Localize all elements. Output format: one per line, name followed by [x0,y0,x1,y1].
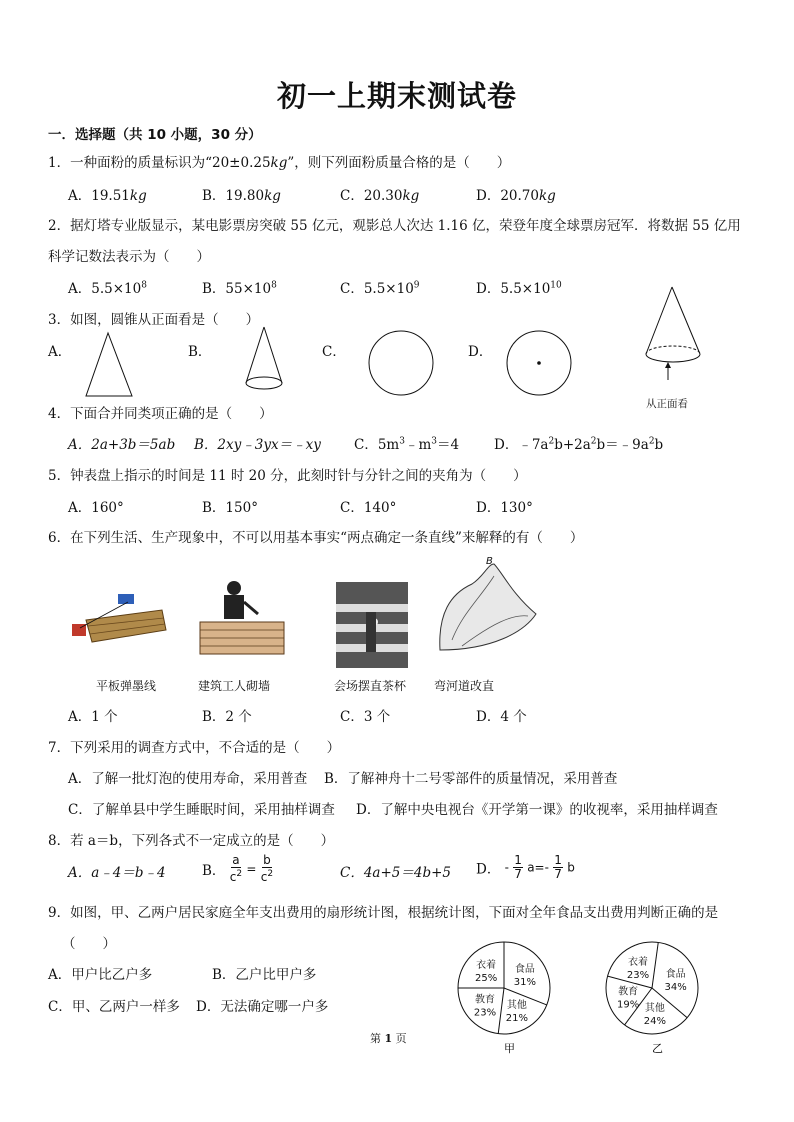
q9-option-a[interactable]: A．甲户比乙户多 [48,967,153,983]
caption-2: 建筑工人砌墙 [198,679,271,693]
pie-slice-percent: 19% [616,999,640,1011]
q8-option-c[interactable]: C．4a+5＝4b+5 [340,865,451,881]
q5-option-c[interactable]: C．140° [340,500,397,516]
q3-option-b[interactable]: B． [188,344,212,360]
caption-1: 平板弹墨线 [96,679,157,693]
board-chalkline-image [66,590,170,650]
q9-option-d[interactable]: D．无法确定哪一户多 [196,999,329,1015]
pie-slice-percent: 24% [643,1016,667,1028]
pie-slice-category: 其他 [644,1003,665,1015]
q3-option-c[interactable]: C． [322,344,346,360]
q6-option-d[interactable]: D．4 个 [476,709,527,725]
page-number: 第 1 页 [370,1032,407,1045]
page-title: 初一上期末测试卷 [276,79,517,113]
q1-option-b[interactable]: B．19.80kg [202,188,281,204]
q8-option-d[interactable]: D． - $\frac{1}{7}$ a=- $\frac{1}{7}$ b [476,853,575,881]
question-4: 4．下面合并同类项正确的是（ ） [48,406,273,422]
question-2-line1: 2．据灯塔专业版显示，某电影票房突破 55 亿元，观影总人次达 1.16 亿，荣登年度全球票房冠军．将数据 55 亿用 [48,218,741,234]
q6-option-b[interactable]: B．2 个 [202,709,252,725]
q7-option-d[interactable]: D．了解中央电视台《开学第一课》的收视率，采用抽样调查 [356,802,718,818]
q3-option-a[interactable]: A． [48,344,72,360]
question-3: 3．如图，圆锥从正面看是（ ） [48,312,260,328]
q4-option-d[interactable]: D．$﹣7a^2b+2a^2b=﹣9a^2b$ [494,436,664,453]
pie-chart-jia [452,934,572,1056]
q4-option-b[interactable]: B．2xy﹣3yx＝﹣xy [194,437,321,453]
q1-option-d[interactable]: D．20.70kg [476,188,556,204]
q5-option-a[interactable]: A．160° [68,500,124,516]
q2-option-a[interactable]: A．$5.5\times 10^8$ [68,280,147,297]
q7-option-b[interactable]: B．了解神舟十二号零部件的质量情况，采用普查 [324,771,618,787]
river-straightening-image [432,554,544,664]
caption-4: 弯河道改直 [434,679,495,693]
question-8: 8．若 a＝b，下列各式不一定成立的是（ ） [48,833,335,849]
pie-slice-category: 食品 [665,968,686,980]
q2-option-b[interactable]: B．$55\times 10^8$ [202,280,277,297]
pie-slice-percent: 23% [626,969,650,981]
cone-3d-figure [640,284,720,394]
question-5: 5．钟表盘上指示的时间是 11 时 20 分，此刻时针与分针之间的夹角为（ ） [48,468,527,484]
pie-chart-yi [600,934,720,1056]
pie-slice-percent: 25% [474,973,498,985]
q1-option-a[interactable]: A．19.51kg [68,188,147,204]
question-6: 6．在下列生活、生产现象中，不可以用基本事实“两点确定一条直线”来解释的有（ ） [48,530,584,546]
pie-jia-title: 甲 [504,1042,515,1055]
q8-option-b[interactable]: B． $\frac{a}{c^2}$ = $\frac{b}{c^2}$ [202,853,274,884]
cone-figure [240,325,290,395]
q4-option-c[interactable]: C．$5m^3﹣m^3=4$ [354,436,460,453]
conference-teacups-image [336,582,408,668]
pie-jia-slices [458,942,550,1034]
question-1: 1．一种面粉的质量标识为“20±0.25kg”，则下列面粉质量合格的是（ ） [48,155,511,171]
triangle-figure [80,330,140,400]
cone-caption: 从正面看 [646,398,688,410]
q6-option-c[interactable]: C．3 个 [340,709,391,725]
pie-slice-category: 衣着 [476,960,497,972]
q9-option-c[interactable]: C．甲、乙两户一样多 [48,999,180,1015]
bricklayer-image [196,578,286,658]
pie-slice-category: 教育 [475,994,496,1006]
river-point-b-label: B [486,556,493,567]
question-2-line2: 科学记数法表示为（ ） [48,249,210,265]
pie-slice-percent: 31% [513,976,537,988]
q7-option-c[interactable]: C．了解单县中学生睡眠时间，采用抽样调查 [68,802,335,818]
circle-figure [366,328,436,398]
q9-option-b[interactable]: B．乙户比甲户多 [212,967,317,983]
q1-option-c[interactable]: C．20.30kg [340,188,420,204]
q8-option-a[interactable]: A．a﹣4＝b﹣4 [68,865,166,881]
q4-option-a[interactable]: A．2a+3b＝5ab [68,437,176,453]
pie-yi-slices [606,942,698,1034]
pie-slice-percent: 34% [664,981,687,993]
q5-option-d[interactable]: D．130° [476,500,533,516]
q6-option-a[interactable]: A．1 个 [68,709,118,725]
q7-option-a[interactable]: A．了解一批灯泡的使用寿命，采用普查 [68,771,308,787]
question-7: 7．下列采用的调查方式中，不合适的是（ ） [48,740,341,756]
pie-slice-category: 教育 [618,986,639,998]
q2-option-d[interactable]: D．$5.5\times 10^{10}$ [476,280,562,297]
q3-option-d[interactable]: D． [468,344,493,360]
caption-3: 会场摆直茶杯 [334,679,407,693]
pie-slice-percent: 23% [473,1007,497,1019]
pie-slice-category: 衣着 [627,956,648,968]
pie-slice-percent: 21% [505,1012,528,1024]
question-9-line2: （ ） [62,936,116,952]
q5-option-b[interactable]: B．150° [202,500,258,516]
pie-yi-title: 乙 [652,1042,663,1055]
pie-slice-category: 其他 [506,999,527,1011]
circle-dot-figure [504,328,574,398]
section-heading: 一．选择题（共 10 小题，30 分） [48,127,262,143]
question-9-line1: 9．如图，甲、乙两户居民家庭全年支出费用的扇形统计图，根据统计图，下面对全年食品支出费用判断正确的是 [48,905,719,921]
pie-slice-category: 食品 [514,963,535,975]
q2-option-c[interactable]: C．$5.5\times 10^9$ [340,280,420,297]
